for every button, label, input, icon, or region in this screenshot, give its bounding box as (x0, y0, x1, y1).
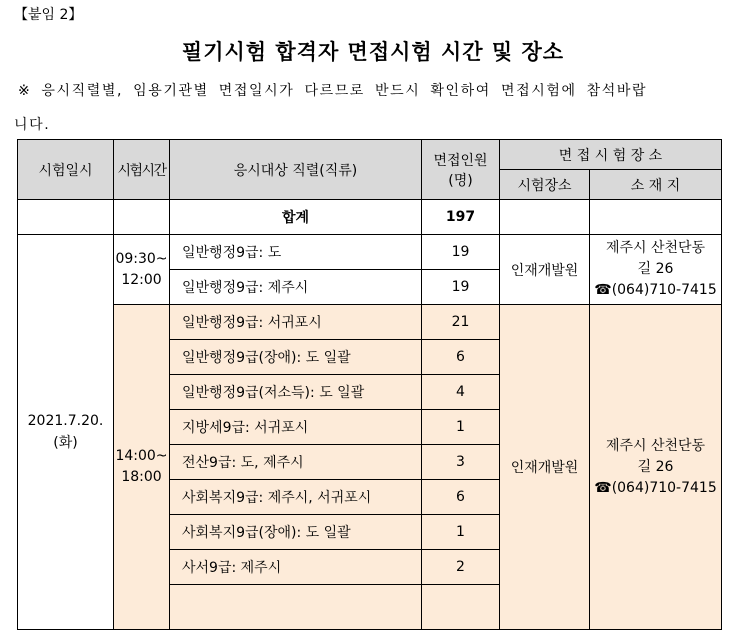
venue-cell: 인재개발원 (500, 305, 590, 630)
target-cell: 지방세9급: 서귀포시 (170, 410, 422, 445)
header-venue: 시험장소 (500, 170, 590, 200)
total-count: 197 (422, 200, 500, 235)
time-slot-afternoon (114, 305, 170, 630)
table-row (18, 235, 722, 270)
count-cell: 6 (422, 340, 500, 375)
notice-line-2: 니다. (14, 117, 51, 133)
exam-date: 2021.7.20. (27, 413, 104, 429)
total-empty-cell (590, 200, 722, 235)
target-cell: 전산9급: 도, 제주시 (170, 445, 422, 480)
total-empty-cell (114, 200, 170, 235)
target-cell: 일반행정9급: 제주시 (170, 270, 422, 305)
count-cell: 6 (422, 480, 500, 515)
count-cell: 4 (422, 375, 500, 410)
page-title: 필기시험 합격자 면접시험 시간 및 장소 (181, 40, 565, 64)
target-cell: 사회복지9급: 제주시, 서귀포시 (170, 480, 422, 515)
time-start: 14:00~ (115, 448, 168, 464)
target-cell: 일반행정9급(장애): 도 일괄 (170, 340, 422, 375)
address-line-1: 제주시 산천단동 (605, 240, 706, 256)
interview-schedule-table (17, 139, 722, 630)
address-cell (590, 235, 722, 305)
attachment-label: 【붙임 2】 (14, 7, 83, 23)
count-cell: 19 (422, 235, 500, 270)
count-cell: 1 (422, 515, 500, 550)
time-slot-morning (114, 235, 170, 305)
target-cell-empty (170, 585, 422, 630)
header-count-line2: (명) (448, 172, 473, 189)
count-cell: 19 (422, 270, 500, 305)
header-address: 소 재 지 (590, 170, 722, 200)
count-cell: 1 (422, 410, 500, 445)
total-row (18, 200, 722, 235)
header-count-line1: 면접인원 (433, 152, 488, 169)
count-cell: 3 (422, 445, 500, 480)
time-end: 12:00 (121, 271, 162, 288)
header-target: 응시대상 직렬(직류) (170, 140, 422, 200)
total-label: 합계 (170, 200, 422, 235)
target-cell: 일반행정9급: 서귀포시 (170, 305, 422, 340)
target-cell: 사회복지9급(장애): 도 일괄 (170, 515, 422, 550)
address-line-2: 길 26 (637, 458, 674, 475)
phone-number: ☎(064)710-7415 (594, 479, 717, 496)
time-end: 18:00 (121, 469, 162, 485)
count-cell: 2 (422, 550, 500, 585)
notice-line-1: ※ 응시직렬별, 임용기관별 면접일시가 다르므로 반드시 확인하여 면접시험에 참석바랍 (18, 83, 648, 99)
address-line-2: 길 26 (637, 261, 674, 277)
target-cell: 사서9급: 제주시 (170, 550, 422, 585)
target-cell: 일반행정9급(저소득): 도 일괄 (170, 375, 422, 410)
total-empty-cell (500, 200, 590, 235)
address-line-1: 제주시 산천단동 (605, 437, 706, 454)
header-exam-time: 시험시간 (114, 140, 170, 200)
target-cell: 일반행정9급: 도 (170, 235, 422, 270)
exam-date-cell (18, 235, 114, 630)
header-venue-group: 면 접 시 험 장 소 (500, 140, 722, 170)
venue-cell: 인재개발원 (500, 235, 590, 305)
total-empty-cell (18, 200, 114, 235)
time-start: 09:30~ (115, 250, 168, 267)
phone-number: ☎(064)710-7415 (594, 282, 717, 298)
exam-day: (화) (53, 435, 78, 451)
count-cell-empty (422, 585, 500, 630)
header-interview-count (422, 140, 500, 200)
address-cell (590, 305, 722, 630)
count-cell: 21 (422, 305, 500, 340)
table-row (18, 305, 722, 340)
header-exam-date: 시험일시 (18, 140, 114, 200)
